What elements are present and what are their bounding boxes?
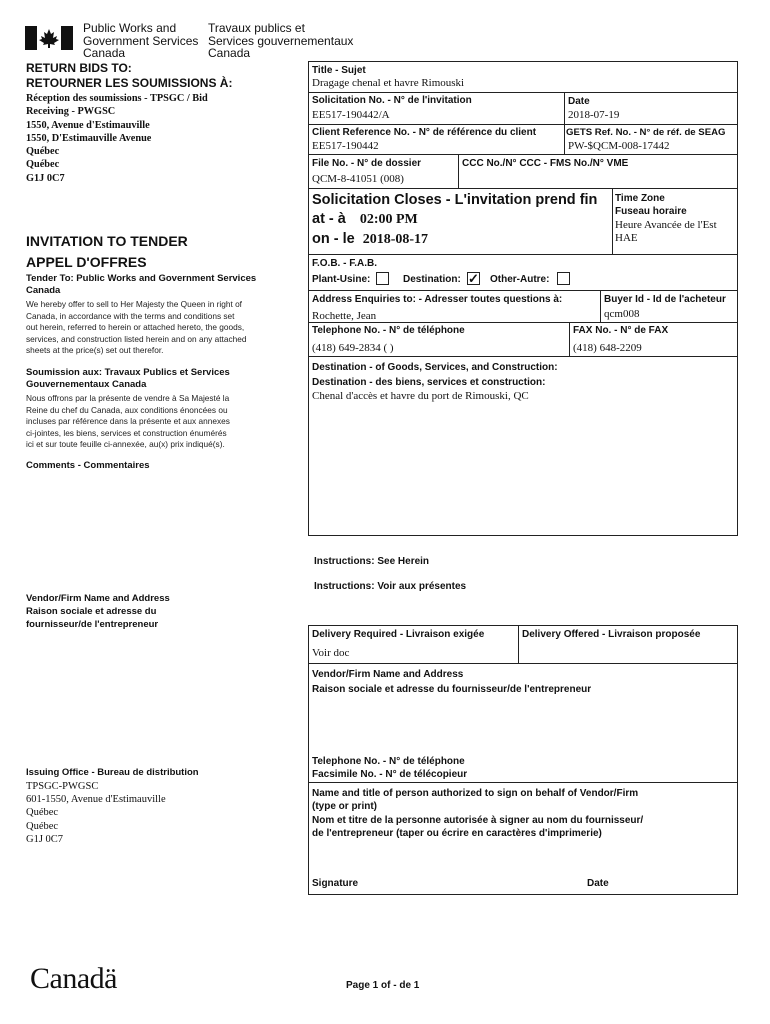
destination-checkbox[interactable]: ✓: [468, 271, 479, 286]
fax-value: (418) 648-2209: [573, 342, 642, 354]
closing-time-row: at - à 02:00 PM: [312, 211, 418, 227]
destination-goods-value: Chenal d'accès et havre du port de Rimouski, QC: [312, 390, 529, 402]
return-bids-heading: RETURN BIDS TO: RETOURNER LES SOUMISSIONS À:: [26, 61, 233, 90]
delivery-offered-label: Delivery Offered - Livraison proposée: [522, 629, 701, 640]
delivery-required-value: Voir doc: [312, 647, 350, 659]
plant-usine-checkbox[interactable]: [376, 272, 389, 285]
other-autre-checkbox[interactable]: [557, 272, 570, 285]
offer-paragraph-fr: Nous offrons par la présente de vendre à Sa Majesté la Reine du chef du Canada, aux conditions énoncées ou incluses par référence dans la présente et aux annexes ci-jointes, les biens, services et construction énumérés ici et sur toute feuille ci-annexée, au(x) prix indiqué(s).: [26, 393, 230, 450]
return-address: Réception des soumissions - TPSGC / Bid Receiving - PWGSC 1550, Avenue d'Estimauville 1550, D'Estimauville Avenue Québec Québec G1J 0C7: [26, 93, 208, 184]
signature-label: Signature: [312, 878, 359, 889]
authorized-signer-label: Name and title of person authorized to sign on behalf of Vendor/Firm (type or print) Nom et titre de la personne autorisée à signer au nom du fournisseur/ de l'entrepreneur (taper ou écrire en caractères d'imprimerie): [312, 788, 644, 839]
fax-label: FAX No. - N° de FAX: [573, 325, 669, 336]
gets-ref-label: GETS Ref. No. - N° de réf. de SEAG: [566, 127, 726, 138]
closing-date-row: on - le 2018-08-17: [312, 231, 429, 247]
vendor-firm-left-label: Vendor/Firm Name and Address Raison sociale et adresse du fournisseur/de l'entrepreneur: [26, 593, 170, 630]
file-no-label: File No. - N° de dossier: [312, 158, 422, 169]
page-number: Page 1 of - de 1: [346, 980, 420, 991]
solicitation-no-label: Solicitation No. - N° de l'invitation: [312, 95, 472, 106]
other-autre-label: Other-Autre:: [490, 274, 550, 285]
destination-goods-label: Destination - of Goods, Services, and Construction: Destination - des biens, services et construction:: [312, 362, 558, 388]
offer-paragraph-en: We hereby offer to sell to Her Majesty the Queen in right of Canada, in accordance with the terms and conditions set out herein, referred to herein or attached hereto, the goods, services, and construction listed herein and on any attached sheets at the price(s) set out therefor.: [26, 299, 247, 356]
file-no-value: QCM-8-41051 (008): [312, 173, 404, 185]
instructions-fr: Instructions: Voir aux présentes: [314, 581, 467, 592]
solicitation-closes-label: Solicitation Closes - L'invitation prend fin: [312, 192, 598, 208]
time-zone-value: Heure Avancée de l'Est HAE: [615, 219, 717, 244]
invitation-title: INVITATION TO TENDER APPEL D'OFFRES: [26, 233, 188, 270]
address-enquiries-value: Rochette, Jean: [312, 310, 377, 322]
fob-label: F.O.B. - F.A.B.: [312, 258, 377, 269]
signature-date-label: Date: [587, 878, 609, 889]
buyer-id-label: Buyer Id - Id de l'acheteur: [604, 294, 726, 305]
department-name-en: Public Works and Government Services Canada: [83, 21, 199, 60]
vendor-firm-label: Vendor/Firm Name and Address Raison sociale et adresse du fournisseur/de l'entrepreneur: [312, 669, 592, 695]
instructions-en: Instructions: See Herein: [314, 556, 430, 567]
vendor-phone-fax-label: Telephone No. - N° de téléphone Facsimile No. - N° de télécopieur: [312, 756, 468, 780]
title-label: Title - Sujet: [312, 65, 366, 76]
department-name-fr: Travaux publics et Services gouvernementaux Canada: [208, 21, 354, 60]
address-enquiries-label: Address Enquiries to: - Adresser toutes questions à:: [312, 294, 563, 305]
client-reference-value: EE517-190442: [312, 140, 379, 152]
ccc-no-label: CCC No./N° CCC - FMS No./N° VME: [462, 158, 629, 169]
canada-flag-icon: [25, 26, 73, 50]
canada-wordmark: Canadä: [30, 962, 117, 995]
closing-date-value: 2018-08-17: [362, 232, 429, 247]
issuing-office-label: Issuing Office - Bureau de distribution: [26, 767, 199, 778]
client-reference-label: Client Reference No. - N° de référence du client: [312, 127, 537, 138]
telephone-label: Telephone No. - N° de téléphone: [312, 325, 465, 336]
issuing-office-address: TPSGC-PWGSC 601-1550, Avenue d'Estimauville Québec Québec G1J 0C7: [26, 781, 166, 845]
date-label: Date: [568, 96, 590, 107]
solicitation-no-value: EE517-190442/A: [312, 109, 390, 121]
time-zone-label: Time Zone Fuseau horaire: [615, 193, 687, 217]
destination-label: Destination:: [403, 274, 461, 285]
soumission-aux: Soumission aux: Travaux Publics et Services Gouvernementaux Canada: [26, 367, 230, 390]
plant-usine-label: Plant-Usine:: [312, 274, 371, 285]
comments-label: Comments - Commentaires: [26, 460, 150, 471]
delivery-required-label: Delivery Required - Livraison exigée: [312, 629, 485, 640]
date-value: 2018-07-19: [568, 109, 620, 121]
gets-ref-value: PW-$QCM-008-17442: [568, 140, 670, 152]
telephone-value: (418) 649-2834 ( ): [312, 342, 394, 354]
tender-to: Tender To: Public Works and Government Services Canada: [26, 273, 257, 296]
closing-time-value: 02:00 PM: [359, 212, 418, 227]
title-value: Dragage chenal et havre Rimouski: [312, 77, 465, 89]
buyer-id-value: qcm008: [604, 308, 640, 320]
